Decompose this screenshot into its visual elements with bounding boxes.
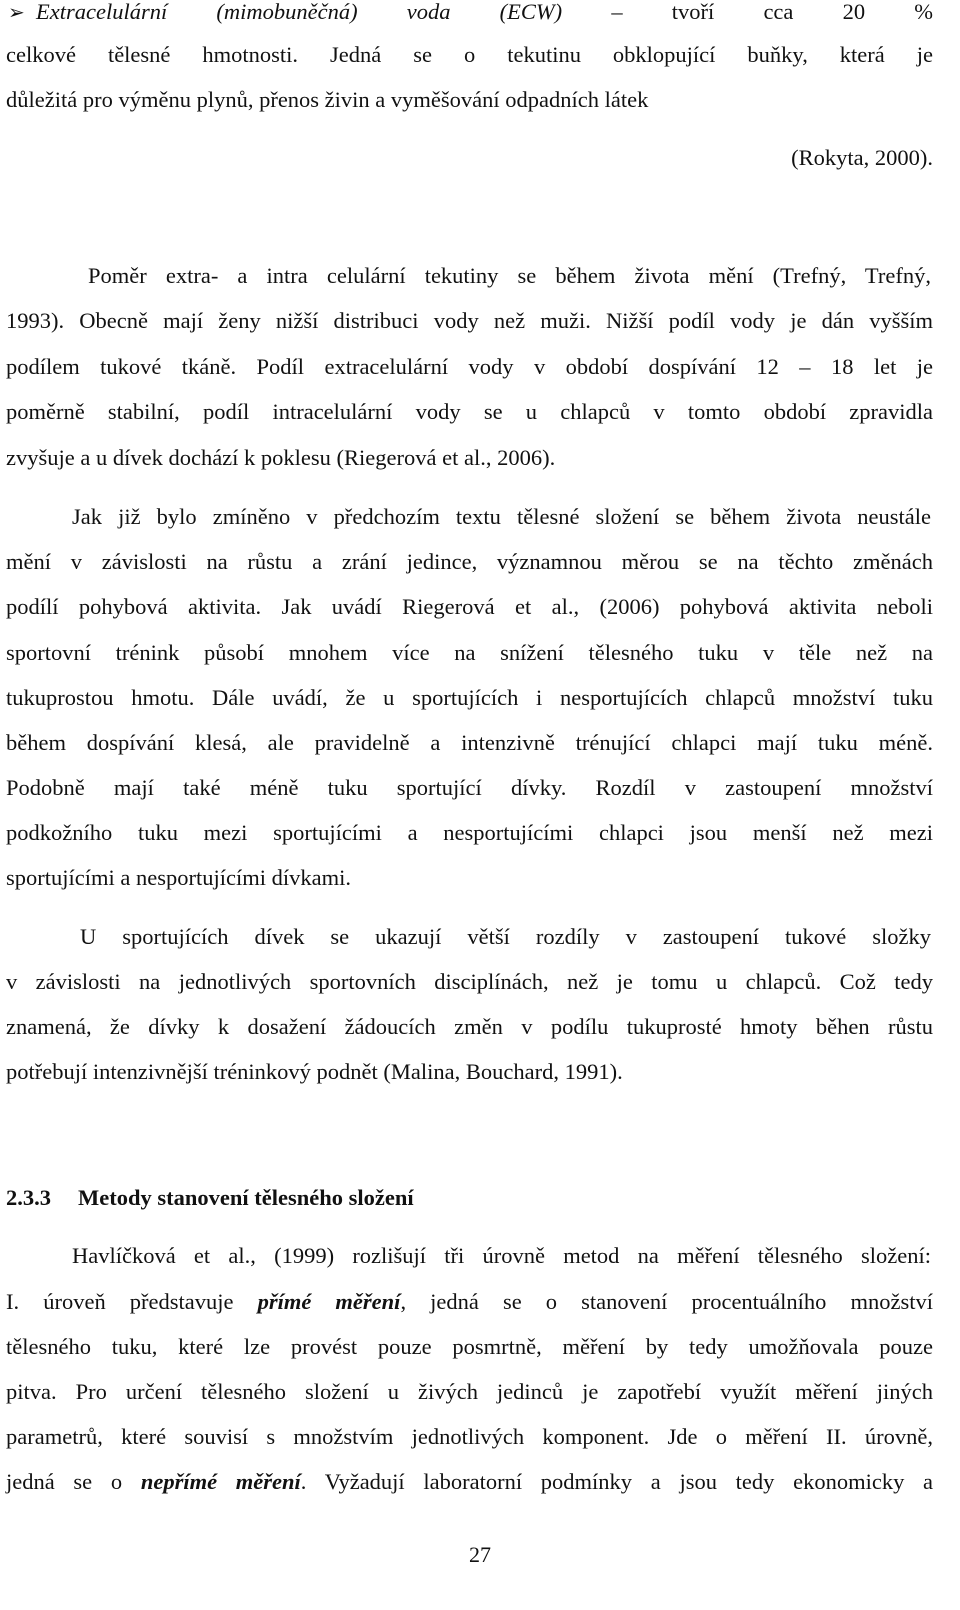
paragraph-line [6, 1285, 933, 1319]
paragraph-line: potřebují intenzivnější tréninkový podnět (Malina, Bouchard, 1991). [6, 1059, 623, 1084]
paragraph-line: Jak již bylo zmíněno v předchozím textu tělesné složení se během života neustále [72, 504, 931, 529]
paragraph-line: v závislosti na jednotlivých sportovních disciplínách, než je tomu u chlapců. Což tedy [6, 969, 933, 994]
paragraph-line: tukuprostou hmotu. Dále uvádí, že u sportujících i nesportujících chlapců množství tuku [6, 685, 933, 710]
emphasis-term: nepřímé měření [140, 1469, 301, 1494]
bullet-term: Extracelulární (mimobuněčná) voda (ECW) [36, 0, 563, 24]
bullet-line-1-rest: – tvoří cca 20 % [562, 0, 933, 24]
text-run: , jedná se o stanovení procentuálního množství [400, 1289, 934, 1314]
paragraph-line: parametrů, které souvisí s množstvím jednotlivých komponent. Jde o měření II. úrovně, [6, 1424, 933, 1449]
paragraph-line: podílem tukové tkáně. Podíl extracelulární vody v období dospívání 12 – 18 let je [6, 354, 933, 379]
text-run: I. úroveň představuje [6, 1289, 258, 1314]
paragraph-line: poměrně stabilní, podíl intracelulární vody se u chlapců v tomto období zpravidla [6, 399, 933, 424]
paragraph-line: U sportujících dívek se ukazují větší rozdíly v zastoupení tukové složky [80, 924, 931, 949]
section-number: 2.3.3 [6, 1185, 51, 1210]
paragraph-line: znamená, že dívky k dosažení žádoucích změn v podílu tukuprosté hmoty běhen růstu [6, 1014, 933, 1039]
text-run: . Vyžadují laboratorní podmínky a jsou tedy ekonomicky a [300, 1469, 934, 1494]
paragraph-line: Poměr extra- a intra celulární tekutiny se během života mění (Trefný, Trefný, [88, 263, 931, 288]
section-heading [6, 1181, 414, 1215]
paragraph-line: zvyšuje a u dívek dochází k poklesu (Riegerová et al., 2006). [6, 445, 556, 470]
paragraph-line: pitva. Pro určení tělesného složení u živých jedinců je zapotřebí využít měření jiných [6, 1379, 933, 1404]
paragraph-line: Havlíčková et al., (1999) rozlišují tři úrovně metod na měření tělesného složení: [72, 1243, 931, 1268]
paragraph-line: Podobně mají také méně tuku sportující dívky. Rozdíl v zastoupení množství [6, 775, 933, 800]
bullet-line-3: důležitá pro výměnu plynů, přenos živin a vyměšování odpadních látek [6, 87, 649, 112]
bullet-line-1 [36, 0, 933, 29]
paragraph-line: mění v závislosti na růstu a zrání jedince, významnou měrou se na těchto změnách [6, 549, 933, 574]
paragraph-line: tělesného tuku, které lze provést pouze posmrtně, měření by tedy umožňovala pouze [6, 1334, 933, 1359]
paragraph-line: podkožního tuku mezi sportujícími a nesportujícími chlapci jsou menší než mezi [6, 820, 933, 845]
paragraph-line: během dospívání klesá, ale pravidelně a intenzivně trénující chlapci mají tuku méně. [6, 730, 933, 755]
arrow-bullet-icon: ➢ [8, 0, 25, 24]
bullet-citation: (Rokyta, 2000). [791, 145, 933, 170]
paragraph-line [6, 1465, 933, 1499]
emphasis-term: přímé měření [257, 1289, 401, 1314]
paragraph-line: podílí pohybová aktivita. Jak uvádí Riegerová et al., (2006) pohybová aktivita neboli [6, 594, 933, 619]
paragraph-line: sportujícími a nesportujícími dívkami. [6, 865, 351, 890]
section-title: Metody stanovení tělesného složení [78, 1185, 414, 1210]
paragraph-line: 1993). Obecně mají ženy nižší distribuci vody než muži. Nižší podíl vody je dán vyšším [6, 308, 933, 333]
page-number: 27 [469, 1542, 491, 1567]
text-run: jedná se o [6, 1469, 141, 1494]
bullet-line-2: celkové tělesné hmotnosti. Jedná se o tekutinu obklopující buňky, která je [6, 42, 933, 67]
paragraph-line: sportovní trénink působí mnohem více na snížení tělesného tuku v těle než na [6, 640, 933, 665]
